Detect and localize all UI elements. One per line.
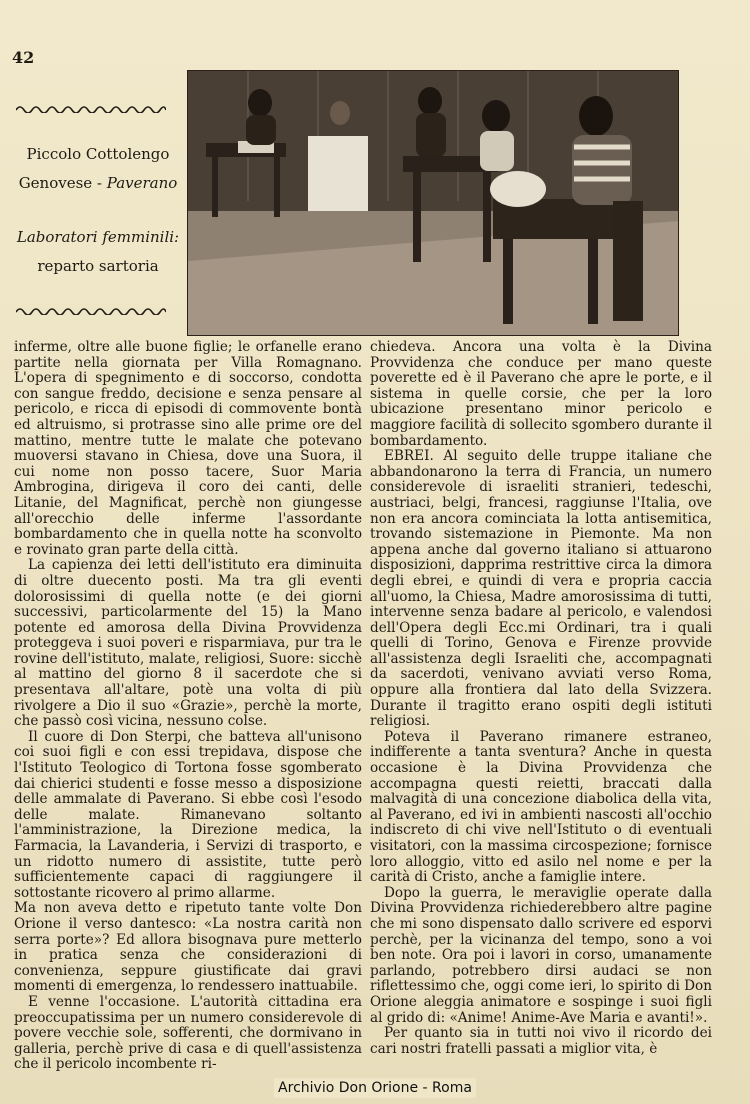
right-paragraph-1: chiedeva. Ancora una volta è la Divina Provvidenza che conduce per mano queste poverette ed è il Paverano che apre le porte, e il sistema in quelle corsie, che per la loro ubicazione presentano minor pericolo e maggiore facilità di sollecito sgombero durante il bombardamento. <box>370 339 712 449</box>
right-paragraph-5: Per quanto sia in tutti noi vivo il ricordo dei cari nostri fratelli passati a miglior vita, è <box>370 1025 712 1057</box>
left-paragraph-4: Ma non aveva detto e ripetuto tante volte Don Orione il verso dantesco: «La nostra carità non serra porte»? Ed allora bisognava pure metterlo in pratica senza che considerazioni di convenienza, seppure giustificate dai gravi momenti di emergenza, lo rendessero inattuabile. <box>14 900 362 995</box>
right-paragraph-2: EBREI. Al seguito delle truppe italiane che abbandonarono la terra di Francia, un numero considerevole di israeliti stranieri, tedeschi, austriaci, belgi, francesi, raggiunse l'Italia, ove non era ancora cominciata la lotta antisemitica, trovando sistemazione in Piemonte. Ma non appena anche dal governo italiano si attuarono disposizioni, dapprima restrittive circa la dimora degli ebrei, e quindi di vera e propria caccia all'uomo, la Chiesa, Madre amorosissima di tutti, intervenne senza badare al pericolo, e valendosi dell'Opera degli Ecc.mi Ordinari, tra i quali quelli di Torino, Genova e Firenze provvide all'assistenza degli Israeliti che, accompagnati da sacerdoti, venivano avviati verso Roma, oppure alla frontiera dal lato della Svizzera. Durante il tragitto erano ospiti degli istituti religiosi. <box>370 448 712 730</box>
wave-ornament-top <box>16 103 166 113</box>
text-column-right <box>370 340 712 1057</box>
page-number: 42 <box>12 48 35 67</box>
left-paragraph-3: Il cuore di Don Sterpi, che batteva all'unisono coi suoi figli e con essi trepidava, dispose che l'Istituto Teologico di Tortona fosse sgomberato dai chierici studenti e fosse messo a disposizione delle ammalate di Paverano. Si ebbe così l'esodo delle malate. Rimanevano soltanto l'amministrazione, la Direzione medica, la Farmacia, la Lavanderia, i Servizi di trasporto, e un ridotto numero di assistite, tutte però sufficientemente capaci di raggiungere il sottostante ricovero al primo allarme. <box>14 728 362 901</box>
right-paragraph-4: Dopo la guerra, le meraviglie operate dalla Divina Provvidenza richiederebbero altre pagine che mi sono dispensato dallo scrivere ed esporvi perchè, per la vicinanza del tempo, sono a voi ben note. Ora poi i lavori in corso, umanamente parlando, potrebbero dirsi audaci se non riflettessimo che, oggi come ieri, lo spirito di Don Orione aleggia animatore e sospinge i suoi figli al grido di: «Anime! Anime-Ave Maria e avanti!». <box>370 884 712 1026</box>
caption-line-3-italic: Laboratori femminili: <box>16 228 180 246</box>
photo-illustration <box>188 71 678 335</box>
left-paragraph-2: La capienza dei letti dell'istituto era diminuita di oltre duecento posti. Ma tra gli eventi dolorosissimi di quella notte (e dei giorni successivi, particolarmente del 15) la Mano potente ed amorosa della Divina Provvidenza proteggeva i suoi poveri e risparmiava, pur tra le rovine dell'istituto, malate, religiosi, Suore: sicchè al mattino del giorno 8 il sacerdote che si presentava all'altare, potè una volta di più rivolgere a Dio il suo «Grazie», perchè la morte, che passò così vicina, nessuno colse. <box>14 557 362 730</box>
caption-line-2 <box>14 169 182 198</box>
caption-line-1: Piccolo Cottolengo <box>26 145 170 163</box>
right-paragraph-3: Poteva il Paverano rimanere estraneo, indifferente a tanta sventura? Anche in questa occasione è la Divina Provvidenza che accompagna questi reietti, braccati dalla malvagità di una concezione diabolica della vita, al Paverano, ed ivi in ambienti nascosti all'occhio indiscreto di chi vive nell'Istituto o di eventuali visitatori, con la massima circospezione; fornisce loro alloggio, vitto ed asilo nel nome e per la carità di Cristo, anche a famiglie intere. <box>370 728 712 886</box>
wave-ornament-bottom <box>16 305 166 315</box>
footer-text: Archivio Don Orione - Roma <box>274 1078 476 1098</box>
sewing-workshop-photo <box>187 70 679 336</box>
caption-line-2-italic: Paverano <box>106 174 178 192</box>
caption-line-3 <box>14 223 182 252</box>
left-paragraph-1: inferme, oltre alle buone figlie; le orfanelle erano partite nella giornata per Villa Romagnano. L'opera di spegnimento e di soccorso, condotta con sangue freddo, decisione e senza pensare al pericolo, e ricca di episodi di commovente bontà ed altruismo, si protrasse sino alle prime ore del mattino, mentre tutte le malate che potevano muoversi stavano in Chiesa, dove una Suora, il cui nome non posso tacere, Suor Maria Ambrogina, dirigeva il coro dei canti, delle Litanie, del Magnificat, perchè non giungesse all'orecchio delle inferme l'assordante bombardamento che in quella notte ha sconvolto e rovinato gran parte della città. <box>14 339 362 558</box>
left-paragraph-5: E venne l'occasione. L'autorità cittadina era preoccupatissima per un numero considerevole di povere vecchie sole, sofferenti, che dormivano in galleria, perchè prive di casa e di quell'assistenza che il pericolo incombente ri- <box>14 993 362 1073</box>
caption-line-2-plain: Genovese - <box>18 174 107 192</box>
text-column-left <box>14 340 362 1073</box>
photo-caption <box>14 140 182 281</box>
archive-footer <box>0 1080 750 1096</box>
caption-line-4: reparto sartoria <box>37 257 159 275</box>
